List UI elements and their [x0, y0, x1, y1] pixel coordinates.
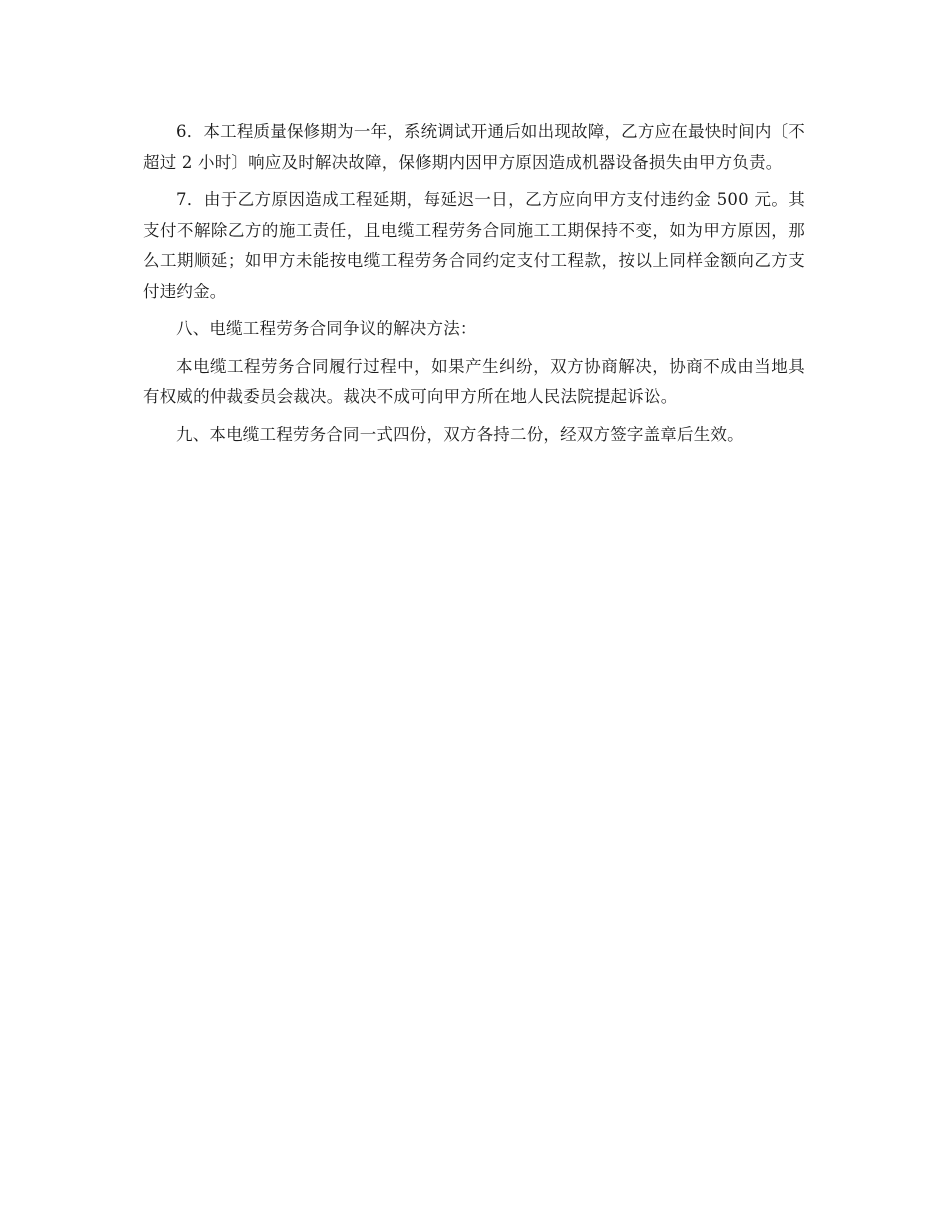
- section-9-copies: 九、本电缆工程劳务合同一式四份，双方各持二份，经双方签字盖章后生效。: [176, 424, 744, 444]
- section-8-dispute-resolution: 本电缆工程劳务合同履行过程中，如果产生纠纷，双方协商解决，协商不成由当地具有权威的仲裁委员会裁决。裁决不成可向甲方所在地人民法院提起诉讼。: [143, 356, 805, 406]
- clause-7-penalty: 7．由于乙方原因造成工程延期，每延迟一日，乙方应向甲方支付违约金 500 元。其支付不解除乙方的施工责任，且电缆工程劳务合同施工工期保持不变，如为甲方原因，那么工期顺延；如甲方未能按电缆工程劳务合同约定支付工程款，按以上同样金额向乙方支付违约金。: [143, 190, 805, 301]
- clause-6-warranty: 6．本工程质量保修期为一年，系统调试开通后如出现故障，乙方应在最快时间内〔不超过 2 小时〕响应及时解决故障，保修期内因甲方原因造成机器设备损失由甲方负责。: [143, 122, 805, 172]
- document-body: [143, 117, 805, 457]
- section-8-heading: 八、电缆工程劳务合同争议的解决方法：: [176, 319, 477, 338]
